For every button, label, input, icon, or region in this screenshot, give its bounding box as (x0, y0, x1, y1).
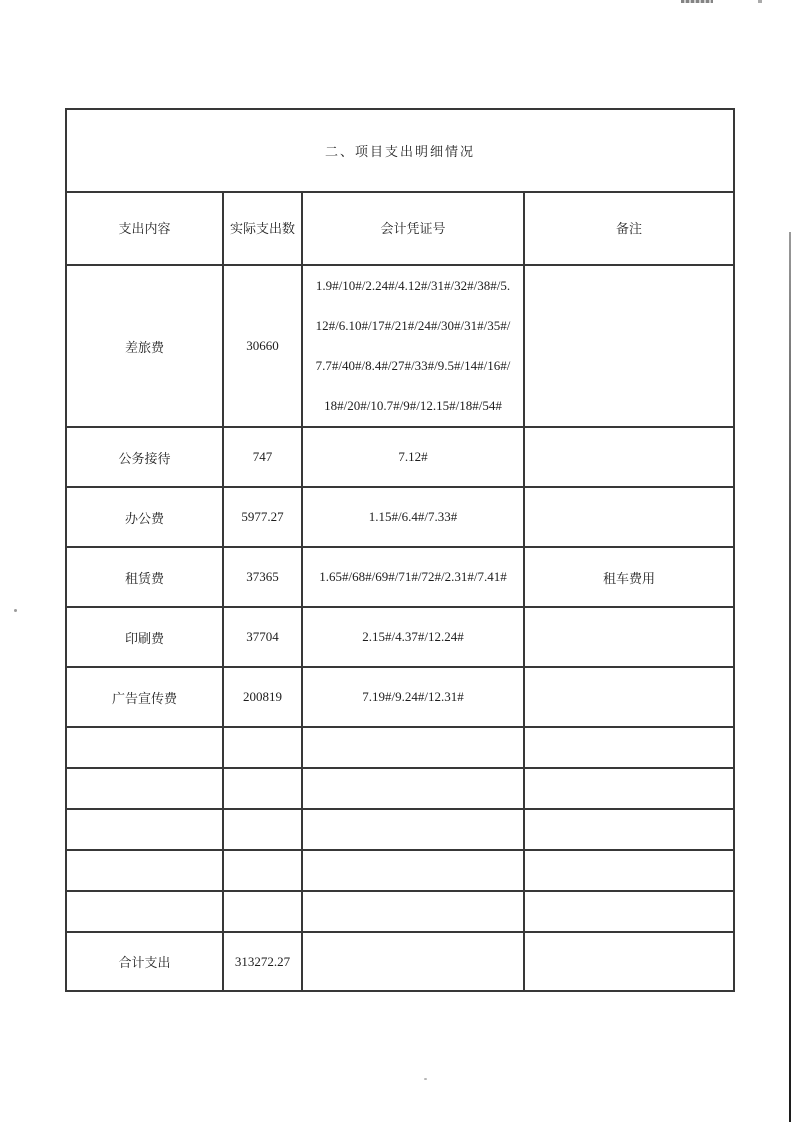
cell-voucher-number (302, 727, 524, 768)
table-row (66, 427, 734, 487)
cell-remark (524, 891, 734, 932)
cell-expense-content: 差旅费 (66, 265, 223, 427)
scan-artifact-speck (14, 609, 17, 612)
cell-voucher-number: 1.9#/10#/2.24#/4.12#/31#/32#/38#/5. 12#/6.10#/17#/21#/24#/30#/31#/35#/ 7.7#/40#/8.4#/27#/33#/9.5#/14#/16#/ 18#/20#/10.7#/9#/12.15#/18#/54# (302, 265, 524, 427)
cell-voucher-number: 7.12# (302, 427, 524, 487)
cell-remark (524, 768, 734, 809)
cell-actual-amount (223, 809, 302, 850)
table-row (66, 667, 734, 727)
col-header-actual-amount: 实际支出数 (223, 192, 302, 265)
cell-actual-amount: 5977.27 (223, 487, 302, 547)
cell-expense-content: 印刷费 (66, 607, 223, 667)
table-row (66, 607, 734, 667)
cell-remark (524, 809, 734, 850)
expenditure-detail-table (65, 108, 735, 992)
cell-voucher-number (302, 891, 524, 932)
cell-voucher-number: 2.15#/4.37#/12.24# (302, 607, 524, 667)
table-empty-row (66, 809, 734, 850)
cell-actual-amount (223, 768, 302, 809)
cell-remark (524, 727, 734, 768)
cell-expense-content: 租赁费 (66, 547, 223, 607)
cell-expense-content: 公务接待 (66, 427, 223, 487)
cell-remark: 租车费用 (524, 547, 734, 607)
table-row (66, 487, 734, 547)
cell-expense-content (66, 891, 223, 932)
scan-artifact-speck (424, 1078, 427, 1080)
table-empty-row (66, 891, 734, 932)
scan-artifact-top-smudge (681, 0, 713, 3)
cell-expense-content (66, 809, 223, 850)
cell-actual-amount: 37365 (223, 547, 302, 607)
col-header-expense-content: 支出内容 (66, 192, 223, 265)
cell-expense-content (66, 768, 223, 809)
table-empty-row (66, 727, 734, 768)
table-title: 二、项目支出明细情况 (66, 109, 734, 192)
table-empty-row (66, 850, 734, 891)
scan-artifact-top-dot (758, 0, 762, 3)
col-header-voucher-number: 会计凭证号 (302, 192, 524, 265)
cell-remark (524, 667, 734, 727)
cell-voucher-number: 1.65#/68#/69#/71#/72#/2.31#/7.41# (302, 547, 524, 607)
cell-voucher-number: 7.19#/9.24#/12.31# (302, 667, 524, 727)
total-label: 合计支出 (66, 932, 223, 991)
cell-actual-amount (223, 727, 302, 768)
cell-voucher-number (302, 809, 524, 850)
cell-remark (524, 607, 734, 667)
table-row (66, 265, 734, 427)
total-voucher-cell (302, 932, 524, 991)
cell-actual-amount: 30660 (223, 265, 302, 427)
table-title-row (66, 109, 734, 192)
cell-expense-content (66, 850, 223, 891)
cell-remark (524, 850, 734, 891)
table-header-row (66, 192, 734, 265)
cell-actual-amount: 747 (223, 427, 302, 487)
cell-actual-amount (223, 891, 302, 932)
total-remark-cell (524, 932, 734, 991)
cell-actual-amount: 37704 (223, 607, 302, 667)
total-amount: 313272.27 (223, 932, 302, 991)
table-total-row (66, 932, 734, 991)
table-empty-row (66, 768, 734, 809)
table-row (66, 547, 734, 607)
cell-actual-amount (223, 850, 302, 891)
cell-expense-content (66, 727, 223, 768)
cell-remark (524, 427, 734, 487)
cell-expense-content: 办公费 (66, 487, 223, 547)
col-header-remark: 备注 (524, 192, 734, 265)
cell-remark (524, 487, 734, 547)
cell-voucher-number (302, 768, 524, 809)
cell-remark (524, 265, 734, 427)
cell-expense-content: 广告宣传费 (66, 667, 223, 727)
cell-voucher-number (302, 850, 524, 891)
scan-artifact-right-edge-line (789, 232, 791, 1122)
cell-actual-amount: 200819 (223, 667, 302, 727)
cell-voucher-number: 1.15#/6.4#/7.33# (302, 487, 524, 547)
